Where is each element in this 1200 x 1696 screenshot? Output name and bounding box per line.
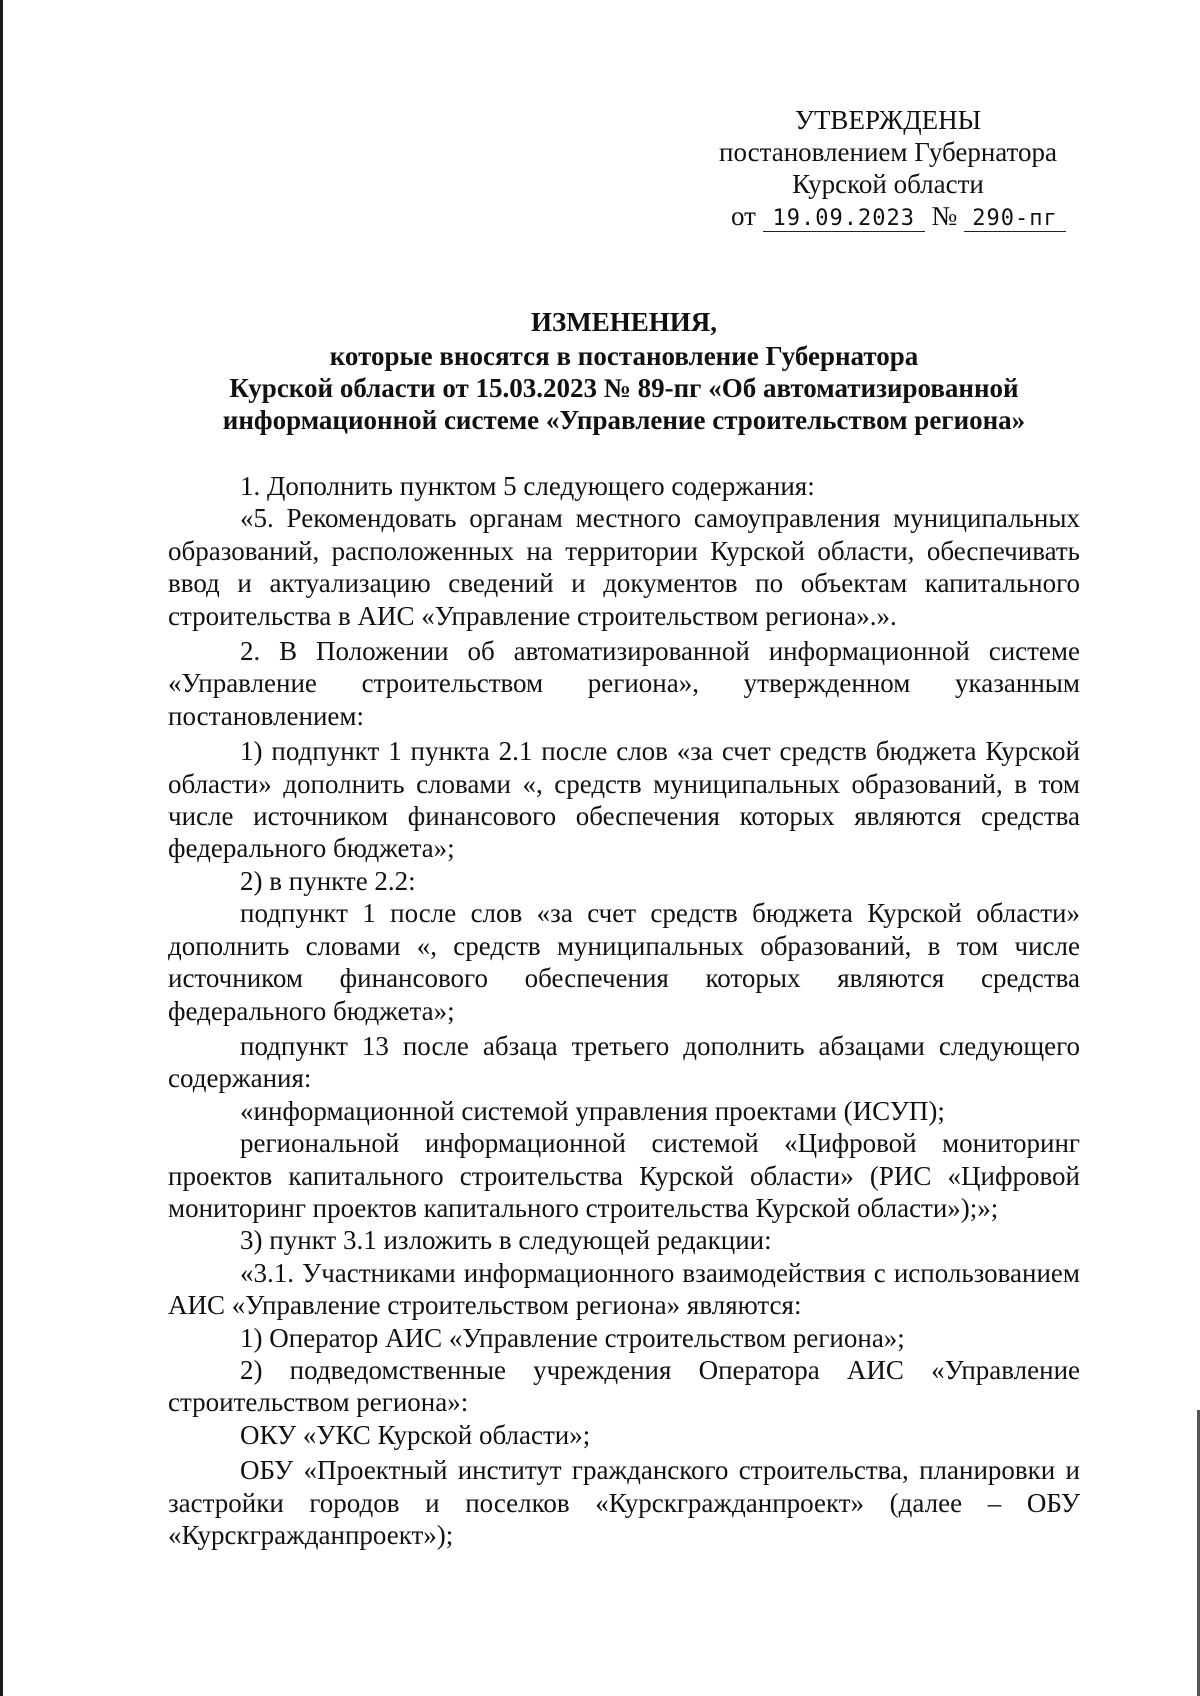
approval-number-label: № <box>931 201 958 231</box>
paragraph-obu: ОБУ «Проектный институт гражданского строительства, планировки и застройки городов и поселков «Курскгражданпроект» (далее – ОБУ «Курскгражданпроект»); <box>168 1455 1080 1550</box>
approval-line-decree: постановлением Губернатора <box>719 137 1057 167</box>
approval-stamp-block <box>688 104 1088 232</box>
scan-edge-left <box>0 0 3 1696</box>
approval-line-approved: УТВЕРЖДЕНЫ <box>794 105 982 135</box>
paragraph-item-3-1: «3.1. Участниками информационного взаимодействия с использованием АИС «Управление строительством региона» являются: <box>168 1257 1080 1321</box>
paragraph-oku: ОКУ «УКС Курской области»; <box>240 1419 591 1450</box>
paragraph-operator: 1) Оператор АИС «Управление строительством региона»; <box>240 1322 905 1353</box>
document-page <box>168 104 1080 1551</box>
document-title <box>168 306 1080 436</box>
paragraph-subitem-2: 2) в пункте 2.2: <box>240 865 416 896</box>
paragraph-isup: «информационной системой управления проектами (ИСУП); <box>240 1095 945 1126</box>
title-subtitle-line-2: Курской области от 15.03.2023 № 89-пг «Об автоматизированной <box>229 373 1019 403</box>
title-subtitle-line-3: информационной системе «Управление строительством региона» <box>222 405 1026 435</box>
paragraph-subitem-1: 1) подпункт 1 пункта 2.1 после слов «за счет средств бюджета Курской области» дополнить словами «, средств муниципальных образований, в том числе источником финансового обеспечения которых являются средства федерального бюджета»; <box>168 736 1080 864</box>
approval-date: 19.09.2023 <box>763 207 925 232</box>
paragraph-item-2: 2. В Положении об автоматизированной информационной системе «Управление строительством региона», утвержденном указанным постановлением: <box>168 636 1080 731</box>
title-subtitle-line-1: которые вносятся в постановление Губернатора <box>329 341 919 371</box>
paragraph-subpoint-1: подпункт 1 после слов «за счет средств бюджета Курской области» дополнить словами «, средств муниципальных образований, в том числе источником финансового обеспечения которых являются средства федерального бюджета»; <box>168 898 1080 1026</box>
paragraph-subpoint-13: подпункт 13 после абзаца третьего дополнить абзацами следующего содержания: <box>168 1030 1080 1094</box>
title-main: ИЗМЕНЕНИЯ, <box>530 307 717 337</box>
approval-from-label: от <box>731 201 756 231</box>
approval-number: 290-пг <box>964 207 1066 232</box>
approval-date-line <box>688 200 1088 232</box>
paragraph-subitem-3: 3) пункт 3.1 изложить в следующей редакции: <box>240 1225 772 1256</box>
paragraph-subordinate-institutions: 2) подведомственные учреждения Оператора АИС «Управление строительством региона»: <box>168 1354 1080 1418</box>
paragraph-item-1: 1. Дополнить пунктом 5 следующего содержания: <box>240 471 815 501</box>
paragraph-ris: региональной информационной системой «Цифровой мониторинг проектов капитального строительства Курской области» (РИС «Цифровой мониторинг проектов капитального строительства Курской области»);»; <box>168 1128 1080 1223</box>
document-body <box>168 470 1080 1551</box>
approval-line-region: Курской области <box>792 169 984 199</box>
paragraph-item-5-text: «5. Рекомендовать органам местного самоуправления муниципальных образований, расположенных на территории Курской области, обеспечивать ввод и актуализацию сведений и документов по объектам капитального строительства в АИС «Управление строительством региона».». <box>168 503 1080 631</box>
